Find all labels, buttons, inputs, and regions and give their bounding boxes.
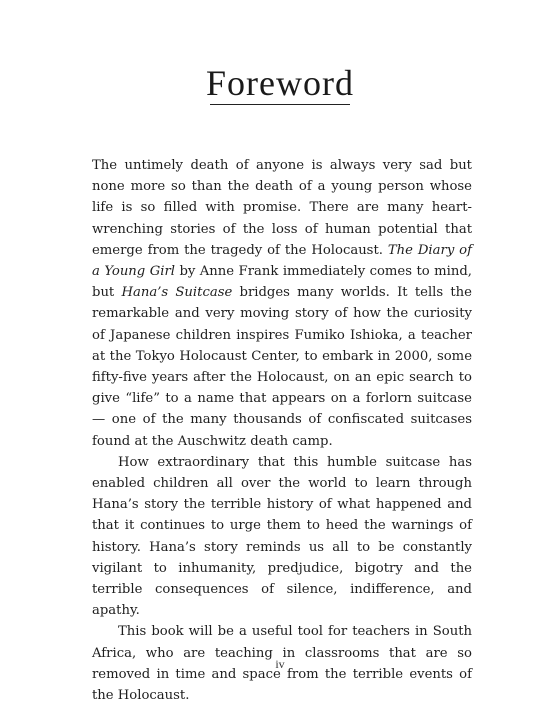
foreword-body [92,155,472,706]
paragraph-1 [92,155,472,452]
page-number: iv [275,657,285,671]
book-title-diary: The Diary of a Young Girl [92,242,472,280]
paragraph-2 [92,452,472,622]
text-run: by Anne Frank immediately comes to mind, but [92,264,472,301]
text-run: This book will be a useful tool for teachers in South Africa, who are teaching in classrooms that are so removed in time and space from the terrible events of the Holocaust. [92,624,472,704]
text-run: bridges many worlds. It tells the remarkable and very moving story of how the curiosity of Japanese children inspires Fumiko Ishioka, a teacher at the Tokyo Holocaust Center, to embark in 2000, some fifty-five years after the Holocaust, on an epic search to give “life” to a name that appears on a forlorn suitcase — one of the many thousands of confiscated suitcases found at the Auschwitz death camp. [92,285,472,449]
title-underline [210,104,350,105]
book-title-hanas-suitcase: Hana’s Suitcase [121,285,233,301]
text-run: How extraordinary that this humble suitcase has enabled children all over the world to learn through Hana’s story the terrible history of what happened and that it continues to urge them to heed the warnings of history. Hana’s story reminds us all to be constantly vigilant to inhumanity, predjudice, bigotry and the terrible consequences of silence, indifference, and apathy. [92,454,472,619]
text-run: The untimely death of anyone is always very sad but none more so than the death of a young person whose life is so filled with promise. There are many heart-wrenching stories of the loss of human potential that emerge from the tragedy of the Holocaust. [92,158,472,258]
page-title: Foreword [206,63,354,103]
